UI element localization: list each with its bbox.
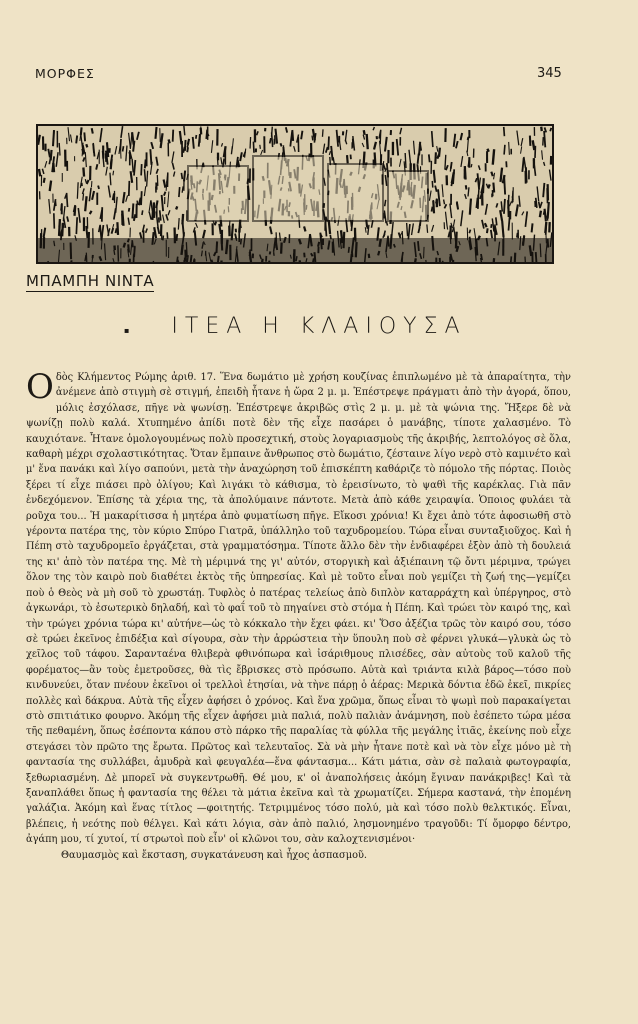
- journal-title: ΜΟΡΦΕΣ: [35, 66, 95, 81]
- ornament-mark: ▪: [124, 326, 130, 335]
- article-body: [26, 367, 571, 863]
- body-paragraph: [26, 367, 571, 848]
- drop-cap: Ο: [26, 367, 54, 407]
- page-number: 345: [537, 66, 562, 81]
- author-name: ΜΠΑΜΠΗ ΝΙΝΤΑ: [26, 272, 155, 290]
- article-title: ΙΤΕΑ Η ΚΛΑΙΟΥΣΑ: [171, 314, 467, 339]
- body-text: δὸς Κλήμεντος Ρώμης ἀριθ. 17. Ἕνα δωμάτιο μὲ χρήση κουζίνας ἐπιπλωμένο μὲ τὰ ἀπαραίτητα, τὴν ἀνέμενε ἀπὸ στιγμὴ σὲ στιγμή, ἐπειδὴ ἦτανε ἡ ὥρα 2 μ. μ. Ἐπέστρεψε πράγματι ἀπὸ τὴν ἀγορά, ὅπου, μόλις ἐσχόλασε, πῆγε νὰ ψωνίσῃ. Ἐπέστρεψε ἀκριβῶς στὶς 2 μ. μ. μὲ τὰ ψώνια της. Ἤξερε δὲ νὰ ψωνίζῃ πολὺ καλά. Χτυπημένο ἀπίδι ποτὲ δὲν τῆς εἶχε πασάρει ὁ μανάβης, τίποτε χαλασμένο. Τὸ καυχιότανε. Ἦτανε ὁμολογουμένως πολὺ προσεχτική, στοὺς λογαριασμοὺς τῆς ἀκριβής, λεπτολόγος σὲ ὅλα, καθαρὴ μέχρι σχολαστικότητας. Ὅταν ἔμπαινε ἄνθρωπος στὸ δωμάτιο, ζέσταινε λίγο νερὸ στὸ καμινέτο καὶ μ' ἕνα πανάκι καὶ λίγο σαπούνι, μετὰ τὴν ἀναχώρηση τοῦ ἐπισκέπτη καθάριζε τὸ πόμολο τῆς πόρτας. Ποιὸς ξέρει τί εἶχε πιάσει πρὸ ὀλίγου; Καὶ λιγάκι τὸ κάθισμα, τὸ ἐρεισίνωτο, τὸ ψαθὶ τῆς καρέκλας. Γιὰ πᾶν ἐνδεχόμενον. Ἐπίσης τὰ χέρια της, τὰ ἀπολύμαινε πάντοτε. Μετὰ ἀπὸ κάθε χειραψία. Ὁποιος φυλάει τὰ ροῦχα του... Ἡ μακαρίτισσα ἡ μητέρα ἀπὸ φυματίωση πῆγε. Εἴκοσι χρόνια! Κι ἔχει ἀπὸ τότε ἀφοσιωθῆ στὸ γέροντα πατέρα της, τὸν κύριο Σπύρο Γιατρᾶ, ὑπάλληλο τοῦ ταχυδρομείου. Τώρα εἶναι συνταξιοῦχος. Καὶ ἡ Πέπη στὸ ταχυδρομεῖο ἐργάζεται, στὰ γραμματόσημα. Τίποτε ἄλλο δὲν τὴν ἐνδιαφέρει ἐξὸν ἀπὸ τὴ δουλειά της κι' ἀπὸ τὸν πατέρα της. Μὲ τὴ μέριμνά της γι' αὐτόν, στοργικὴ καὶ ἀξιέπαινη τῷ ὄντι μέριμνα, τρώγει ὅλον της τὸν καιρὸ ποὺ διαθέτει ἐκτὸς τῆς ὑπηρεσίας. Καὶ μὲ τοῦτο εἶναι ποὺ γεμίζει τὴ ζωή της—γεμίζει ποὺ ὁ Θεὸς νὰ μὴ σοῦ τὸ χρωστάῃ. Τυφλὸς ὁ πατέρας τελείως ἀπὸ διπλὸν καταρράχτη καὶ ὑπέργηρος, στὸ ἀγκωνάρι, τὸ ἐσωτερικὸ δηλαδή, καὶ τὸ φαΐ τοῦ τὸ πηγαίνει στὸ στόμα ἡ Πέπη. Καὶ τρώει τὸν καιρό της, καὶ τὴν τρώγει χρόνια τώρα κι' αὐτήνε—ὡς τὸ κόκκαλο τὴν ἔχει φάει. κι' Ὅσο ἀξέζια τρῶς τὸν καιρό σου, τόσο σὲ τρώει ἐκεῖνος ἐπιδέξια καὶ σίγουρα, σὰν τὴν ἀρρώστεια τὴν ὕπουλη ποὺ σὲ φέρνει γλυκά—γλυκὰ ὡς τὸ χεῖλος τοῦ τάφου. Σαρανταένα θλιβερὰ φθινόπωρα καὶ ἰσάριθμους πλισέδες, σὰν αὐτοὺς τοῦ καλοῦ τῆς φορέματος—ἂν τοὺς ἐμετροῦσες, θὰ τὶς ἔβρισκες στὸ πρόσωπο. Αὐτὰ καὶ τριάντα κιλὰ βάρος—τόσο ποὺ κινδυνεύει, ὅταν πνέουν ἐκεῖνοι οἱ τρελλοὶ ἐτησίαι, νὰ τὴνε πάρῃ ὁ ἀέρας: Μερικὰ δόντια ἐδῶ ἐκεῖ, πικρίες πολλὲς καὶ δάκρυα. Αὐτὰ τῆς εἶχεν ἀφήσει ὁ χρόνος. Καὶ ἕνα χρῶμα, ὅπως εἶναι τὸ ψωμὶ ποὺ παρακαίγεται στὸ σπιτιάτικο φουρνο. Ἀκόμη τῆς εἶχεν ἀφήσει μιὰ παλιά, πολὺ παλιὰν ἀνάμνηση, ποὺ ἐσέπετο τώρα μέσα τῆς πεθαμένη, ὅπως ἐσέποντα κάπου στὸ πάρκο τῆς παραλίας τὰ φύλλα τῆς μεγάλης ἰτιᾶς, ἐκείνης ποὺ εἶχε στεγάσει τὸν πρῶτο της ἔρωτα. Πρῶτος καὶ τελευταῖος. Σὰ νὰ μὴν ἦτανε ποτὲ καὶ νὰ τὸν εἶχε μόνο μὲ τὴ φαντασία της συλλάβει, ἀμυδρὰ καὶ φευγαλέα—ἕνα φάντασμα... Κάτι μάτια, σὰν σὲ παλαιὰ φωτογραφία, ξεθωριασμένη. Δὲ μπορεῖ νὰ συγκεντρωθῆ. Θέ μου, κ' οἱ ἀναπολήσεις ἀκόμη ἔγιναν πανάκριβες! Καὶ τὰ ξαναπλάθει ὅπως ἡ φαντασία της θέλει τὰ μάτια ἐκεῖνα καὶ τὰ χρωματίζει. Σήμερα καστανά, τὴν ἑπομένη γαλάζια. Ἀκόμη καὶ ἕνας τίτλος —φοιτητής. Τετριμμένος τόσο πολύ, μὰ καὶ τόσο πολὺ θελκτικός. Εἶναι, βλέπεις, ἡ νεότης ποὺ θέλγει. Καὶ κάτι λόγια, σὰν ἀπὸ παλιό, λησμονημένο τραγοῦδι: Τί ὄμορφο δέντρο, ἀγάπη μου, τί χυτοί, τί στρωτοὶ ποὺ εἶν' οἱ κλῶνοι του, σὰν καλοχτενισμένοι·: [26, 372, 571, 846]
- woodcut-illustration: [36, 124, 554, 264]
- closing-line: Θαυμασμὸς καὶ ἔκσταση, συγκατάνευση καὶ ἦχος ἀσπασμοῦ.: [61, 849, 368, 861]
